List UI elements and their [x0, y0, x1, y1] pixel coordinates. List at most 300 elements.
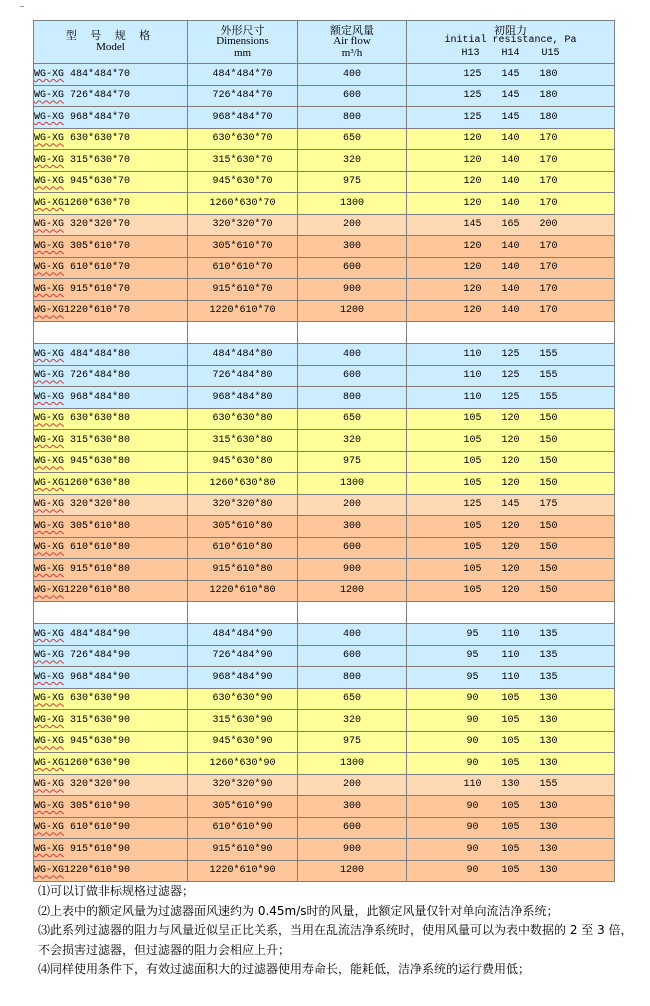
- model-cell: [34, 365, 188, 387]
- airflow-cell: 975: [298, 731, 407, 753]
- resistance-u15: 170: [539, 283, 558, 295]
- airflow-cell: 800: [298, 667, 407, 689]
- header-res-u15: U15: [541, 47, 560, 59]
- resistance-h13: 105: [463, 477, 482, 489]
- resistance-u15: 135: [539, 650, 558, 662]
- resistance-cell: [407, 300, 615, 322]
- model-prefix: WG-XG: [34, 434, 65, 446]
- model-prefix: WG-XG: [34, 800, 65, 812]
- resistance-u15: 180: [539, 111, 558, 123]
- airflow-cell: 320: [298, 150, 407, 172]
- resistance-values: [407, 736, 614, 747]
- airflow-cell: 900: [298, 279, 407, 301]
- model-cell: [34, 774, 188, 796]
- resistance-h14: 165: [501, 219, 520, 231]
- dimensions-cell: 1220*610*70: [188, 300, 298, 322]
- resistance-h13: 90: [466, 843, 479, 855]
- dimensions-cell: 305*610*90: [188, 796, 298, 818]
- resistance-h13: 105: [463, 563, 482, 575]
- model-size: 610*610*90: [64, 822, 131, 834]
- airflow-cell: 600: [298, 645, 407, 667]
- model-size: 305*610*90: [64, 800, 131, 812]
- resistance-h13: 95: [466, 628, 479, 640]
- resistance-h13: 90: [466, 757, 479, 769]
- resistance-values: [407, 779, 614, 790]
- resistance-cell: [407, 494, 615, 516]
- airflow-cell: 975: [298, 451, 407, 473]
- resistance-u15: 170: [539, 197, 558, 209]
- dimensions-cell: 945*630*70: [188, 171, 298, 193]
- table-row: [34, 107, 615, 129]
- model-prefix: WG-XG: [34, 822, 65, 834]
- model-cell: [34, 344, 188, 366]
- resistance-h14: 110: [501, 628, 520, 640]
- resistance-values: [407, 176, 614, 187]
- table-row: [34, 430, 615, 452]
- model-size: 315*630*70: [64, 154, 131, 166]
- resistance-h13: 90: [466, 865, 479, 877]
- resistance-h14: 125: [501, 391, 520, 403]
- table-row: [34, 559, 615, 581]
- model-prefix: WG-XG: [34, 197, 65, 209]
- dimensions-cell: 915*610*80: [188, 559, 298, 581]
- model-size: 945*630*90: [64, 736, 131, 748]
- airflow-cell: 400: [298, 64, 407, 86]
- table-row: [34, 64, 615, 86]
- table-row: [34, 257, 615, 279]
- table-row: [34, 150, 615, 172]
- resistance-h14: 120: [501, 456, 520, 468]
- resistance-values: [407, 305, 614, 316]
- resistance-h13: 120: [463, 305, 482, 317]
- table-row: [34, 731, 615, 753]
- dimensions-cell: 320*320*90: [188, 774, 298, 796]
- model-prefix: WG-XG: [34, 262, 65, 274]
- header-res-h14: H14: [501, 47, 520, 59]
- airflow-cell: 400: [298, 344, 407, 366]
- resistance-h14: 140: [501, 154, 520, 166]
- group-separator: [34, 602, 615, 624]
- model-size: 305*610*80: [64, 520, 131, 532]
- resistance-h14: 140: [501, 283, 520, 295]
- resistance-values: [407, 564, 614, 575]
- model-cell: [34, 387, 188, 409]
- model-cell: [34, 64, 188, 86]
- resistance-u15: 155: [539, 348, 558, 360]
- model-size: 305*610*70: [64, 240, 131, 252]
- model-cell: [34, 257, 188, 279]
- resistance-h14: 105: [501, 693, 520, 705]
- resistance-cell: [407, 236, 615, 258]
- airflow-cell: 800: [298, 387, 407, 409]
- notes: [38, 882, 644, 980]
- header-res-en: initial resistance, Pa: [444, 35, 577, 47]
- model-prefix: WG-XG: [34, 628, 65, 640]
- resistance-h14: 125: [501, 370, 520, 382]
- resistance-h13: 105: [463, 542, 482, 554]
- resistance-h14: 130: [501, 779, 520, 791]
- resistance-h13: 125: [463, 499, 482, 511]
- table-row: [34, 537, 615, 559]
- table-row: [34, 839, 615, 861]
- separator-cell: [407, 322, 615, 344]
- resistance-cell: [407, 839, 615, 861]
- dimensions-cell: 1260*630*70: [188, 193, 298, 215]
- model-cell: [34, 193, 188, 215]
- resistance-values: [407, 133, 614, 144]
- resistance-cell: [407, 214, 615, 236]
- resistance-u15: 130: [539, 800, 558, 812]
- airflow-cell: 1300: [298, 193, 407, 215]
- model-prefix: WG-XG: [34, 563, 65, 575]
- model-prefix: WG-XG: [34, 370, 65, 382]
- resistance-cell: [407, 645, 615, 667]
- resistance-h13: 90: [466, 800, 479, 812]
- resistance-values: [407, 844, 614, 855]
- resistance-values: [407, 262, 614, 273]
- dimensions-cell: 315*630*80: [188, 430, 298, 452]
- resistance-cell: [407, 774, 615, 796]
- airflow-cell: 900: [298, 839, 407, 861]
- resistance-values: [407, 672, 614, 683]
- resistance-u15: 170: [539, 154, 558, 166]
- model-size: 968*484*90: [64, 671, 131, 683]
- separator-cell: [407, 602, 615, 624]
- header-res-grades: [407, 49, 614, 60]
- table-row: [34, 624, 615, 646]
- airflow-cell: 300: [298, 796, 407, 818]
- airflow-cell: 1300: [298, 753, 407, 775]
- resistance-cell: [407, 150, 615, 172]
- airflow-cell: 1200: [298, 580, 407, 602]
- resistance-h13: 145: [463, 219, 482, 231]
- dimensions-cell: 315*630*90: [188, 710, 298, 732]
- resistance-cell: [407, 817, 615, 839]
- dimensions-cell: 610*610*70: [188, 257, 298, 279]
- resistance-values: [407, 69, 614, 80]
- model-size: 630*630*90: [64, 693, 131, 705]
- resistance-cell: [407, 580, 615, 602]
- resistance-values: [407, 801, 614, 812]
- table-row: [34, 580, 615, 602]
- model-cell: [34, 408, 188, 430]
- resistance-u15: 130: [539, 757, 558, 769]
- airflow-cell: 200: [298, 214, 407, 236]
- model-size: 968*484*70: [64, 111, 131, 123]
- group-separator: [34, 322, 615, 344]
- header-airflow: [298, 21, 407, 64]
- table-row: [34, 365, 615, 387]
- model-cell: [34, 150, 188, 172]
- dimensions-cell: 484*484*70: [188, 64, 298, 86]
- resistance-u15: 135: [539, 671, 558, 683]
- header-row: [34, 21, 615, 64]
- resistance-values: [407, 112, 614, 123]
- table-row: [34, 214, 615, 236]
- resistance-h13: 95: [466, 671, 479, 683]
- resistance-u15: 150: [539, 585, 558, 597]
- resistance-h14: 120: [501, 563, 520, 575]
- airflow-cell: 200: [298, 494, 407, 516]
- dimensions-cell: 630*630*70: [188, 128, 298, 150]
- model-prefix: WG-XG: [34, 176, 65, 188]
- resistance-u15: 170: [539, 240, 558, 252]
- header-model: [34, 21, 188, 64]
- resistance-cell: [407, 85, 615, 107]
- model-cell: [34, 516, 188, 538]
- resistance-h14: 140: [501, 240, 520, 252]
- resistance-cell: [407, 107, 615, 129]
- resistance-h14: 145: [501, 499, 520, 511]
- model-prefix: WG-XG: [34, 714, 65, 726]
- resistance-cell: [407, 171, 615, 193]
- dimensions-cell: 968*484*80: [188, 387, 298, 409]
- resistance-cell: [407, 64, 615, 86]
- airflow-cell: 320: [298, 710, 407, 732]
- resistance-h14: 120: [501, 585, 520, 597]
- airflow-cell: 600: [298, 365, 407, 387]
- resistance-h13: 90: [466, 693, 479, 705]
- resistance-h14: 140: [501, 133, 520, 145]
- model-prefix: WG-XG: [34, 843, 65, 855]
- resistance-h13: 120: [463, 262, 482, 274]
- resistance-values: [407, 822, 614, 833]
- resistance-h13: 105: [463, 456, 482, 468]
- model-cell: [34, 171, 188, 193]
- header-dim-en: Dimensions: [216, 35, 269, 48]
- table-row: [34, 796, 615, 818]
- separator-cell: [34, 322, 188, 344]
- resistance-h14: 120: [501, 520, 520, 532]
- table-row: [34, 85, 615, 107]
- resistance-h14: 105: [501, 822, 520, 834]
- resistance-values: [407, 629, 614, 640]
- resistance-h13: 90: [466, 822, 479, 834]
- resistance-h14: 140: [501, 305, 520, 317]
- resistance-u15: 130: [539, 865, 558, 877]
- airflow-cell: 300: [298, 236, 407, 258]
- resistance-h13: 120: [463, 197, 482, 209]
- resistance-values: [407, 456, 614, 467]
- resistance-values: [407, 865, 614, 876]
- header-dim-zh: 外形尺寸: [220, 23, 265, 37]
- airflow-cell: 600: [298, 257, 407, 279]
- model-cell: [34, 85, 188, 107]
- model-size: 726*484*80: [64, 370, 131, 382]
- resistance-h13: 105: [463, 413, 482, 425]
- model-size: 320*320*80: [64, 499, 131, 511]
- header-model-en: Model: [96, 41, 125, 53]
- model-prefix: WG-XG: [34, 865, 65, 877]
- resistance-values: [407, 585, 614, 596]
- resistance-values: [407, 542, 614, 553]
- resistance-h13: 90: [466, 714, 479, 726]
- dimensions-cell: 305*610*80: [188, 516, 298, 538]
- resistance-cell: [407, 430, 615, 452]
- resistance-h13: 125: [463, 68, 482, 80]
- resistance-cell: [407, 365, 615, 387]
- airflow-cell: 300: [298, 516, 407, 538]
- header-model-zh: 型 号 规 格: [65, 29, 156, 43]
- resistance-u15: 130: [539, 843, 558, 855]
- resistance-h13: 120: [463, 133, 482, 145]
- resistance-cell: [407, 128, 615, 150]
- model-size: 610*610*80: [64, 542, 131, 554]
- resistance-u15: 150: [539, 434, 558, 446]
- dimensions-cell: 945*630*90: [188, 731, 298, 753]
- resistance-cell: [407, 559, 615, 581]
- resistance-h14: 105: [501, 714, 520, 726]
- resistance-values: [407, 435, 614, 446]
- header-flow-en: Air flow: [333, 35, 371, 48]
- airflow-cell: 900: [298, 559, 407, 581]
- resistance-u15: 150: [539, 563, 558, 575]
- resistance-cell: [407, 473, 615, 495]
- separator-cell: [298, 322, 407, 344]
- model-cell: [34, 430, 188, 452]
- spec-table-body: [34, 64, 615, 882]
- model-size: 1260*630*80: [64, 477, 131, 489]
- resistance-cell: [407, 279, 615, 301]
- resistance-u15: 175: [539, 499, 558, 511]
- resistance-h14: 145: [501, 90, 520, 102]
- table-row: [34, 667, 615, 689]
- model-cell: [34, 839, 188, 861]
- airflow-cell: 1200: [298, 860, 407, 882]
- resistance-h13: 95: [466, 650, 479, 662]
- resistance-u15: 200: [539, 219, 558, 231]
- resistance-values: [407, 198, 614, 209]
- resistance-h14: 105: [501, 757, 520, 769]
- dimensions-cell: 315*630*70: [188, 150, 298, 172]
- model-size: 726*484*70: [64, 90, 131, 102]
- model-size: 1260*630*70: [64, 197, 131, 209]
- resistance-values: [407, 715, 614, 726]
- resistance-h14: 120: [501, 434, 520, 446]
- resistance-h14: 120: [501, 542, 520, 554]
- model-cell: [34, 128, 188, 150]
- model-size: 968*484*80: [64, 391, 131, 403]
- header-dimensions: [188, 21, 298, 64]
- resistance-u15: 150: [539, 477, 558, 489]
- dimensions-cell: 915*610*70: [188, 279, 298, 301]
- model-prefix: WG-XG: [34, 133, 65, 145]
- resistance-cell: [407, 257, 615, 279]
- dimensions-cell: 320*320*80: [188, 494, 298, 516]
- resistance-values: [407, 499, 614, 510]
- model-size: 1220*610*70: [64, 305, 131, 317]
- resistance-u15: 170: [539, 176, 558, 188]
- resistance-values: [407, 241, 614, 252]
- model-cell: [34, 236, 188, 258]
- table-row: [34, 688, 615, 710]
- airflow-cell: 600: [298, 817, 407, 839]
- resistance-h14: 145: [501, 111, 520, 123]
- resistance-values: [407, 413, 614, 424]
- resistance-values: [407, 392, 614, 403]
- resistance-u15: 170: [539, 262, 558, 274]
- resistance-h13: 90: [466, 736, 479, 748]
- model-prefix: WG-XG: [34, 283, 65, 295]
- resistance-h14: 105: [501, 800, 520, 812]
- resistance-h14: 105: [501, 865, 520, 877]
- note-4: ⑷同样使用条件下，有效过滤面积大的过滤器使用寿命长，能耗低，洁净系统的运行费用低；: [38, 962, 531, 976]
- model-cell: [34, 645, 188, 667]
- resistance-cell: [407, 537, 615, 559]
- resistance-u15: 170: [539, 133, 558, 145]
- resistance-cell: [407, 624, 615, 646]
- model-cell: [34, 559, 188, 581]
- model-size: 320*320*90: [64, 779, 131, 791]
- resistance-h14: 110: [501, 671, 520, 683]
- dimensions-cell: 630*630*90: [188, 688, 298, 710]
- model-prefix: WG-XG: [34, 391, 65, 403]
- model-size: 915*610*90: [64, 843, 131, 855]
- dimensions-cell: 1260*630*90: [188, 753, 298, 775]
- model-prefix: WG-XG: [34, 650, 65, 662]
- model-cell: [34, 494, 188, 516]
- resistance-values: [407, 478, 614, 489]
- model-size: 1220*610*90: [64, 865, 131, 877]
- resistance-h14: 105: [501, 736, 520, 748]
- model-cell: [34, 107, 188, 129]
- dimensions-cell: 305*610*70: [188, 236, 298, 258]
- resistance-cell: [407, 860, 615, 882]
- model-cell: [34, 300, 188, 322]
- model-size: 315*630*80: [64, 434, 131, 446]
- table-row: [34, 408, 615, 430]
- model-cell: [34, 731, 188, 753]
- resistance-cell: [407, 344, 615, 366]
- resistance-values: [407, 370, 614, 381]
- resistance-h14: 110: [501, 650, 520, 662]
- resistance-cell: [407, 408, 615, 430]
- model-prefix: WG-XG: [34, 671, 65, 683]
- model-size: 915*610*80: [64, 563, 131, 575]
- dimensions-cell: 610*610*90: [188, 817, 298, 839]
- dimensions-cell: 630*630*80: [188, 408, 298, 430]
- model-cell: [34, 451, 188, 473]
- resistance-values: [407, 284, 614, 295]
- table-row: [34, 128, 615, 150]
- table-row: [34, 344, 615, 366]
- dimensions-cell: 484*484*90: [188, 624, 298, 646]
- note-1: ⑴可以订做非标规格过滤器；: [38, 884, 195, 898]
- model-cell: [34, 537, 188, 559]
- model-size: 726*484*90: [64, 650, 131, 662]
- note-2: ⑵上表中的额定风量为过滤器面风速约为 0.45m/s时的风量，此额定风量仅针对单向流洁净系统；: [38, 903, 559, 918]
- model-cell: [34, 688, 188, 710]
- model-prefix: WG-XG: [34, 219, 65, 231]
- airflow-cell: 200: [298, 774, 407, 796]
- resistance-h13: 120: [463, 240, 482, 252]
- resistance-values: [407, 219, 614, 230]
- resistance-u15: 150: [539, 542, 558, 554]
- dimensions-cell: 726*484*80: [188, 365, 298, 387]
- table-row: [34, 451, 615, 473]
- resistance-cell: [407, 193, 615, 215]
- resistance-h14: 120: [501, 413, 520, 425]
- resistance-u15: 130: [539, 714, 558, 726]
- dimensions-cell: 726*484*70: [188, 85, 298, 107]
- airflow-cell: 650: [298, 688, 407, 710]
- resistance-values: [407, 155, 614, 166]
- model-size: 945*630*80: [64, 456, 131, 468]
- airflow-cell: 400: [298, 624, 407, 646]
- resistance-cell: [407, 387, 615, 409]
- resistance-u15: 130: [539, 822, 558, 834]
- airflow-cell: 975: [298, 171, 407, 193]
